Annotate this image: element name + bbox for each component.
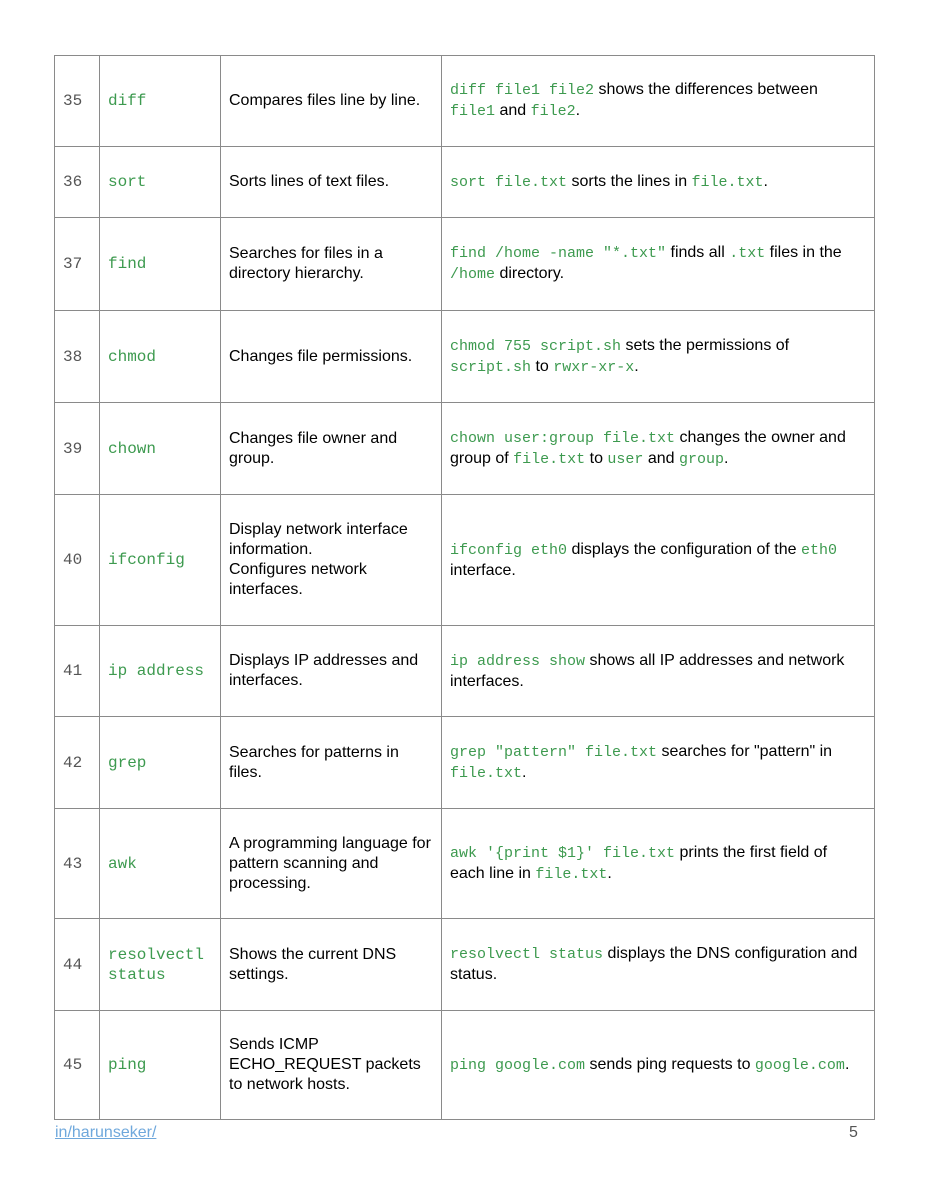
example-text: . bbox=[522, 763, 527, 781]
table-row bbox=[55, 919, 875, 1011]
command-description bbox=[221, 311, 442, 403]
command-description bbox=[221, 809, 442, 919]
example-code: diff file1 file2 bbox=[450, 82, 595, 99]
example-text: directory. bbox=[495, 265, 565, 282]
example-code: user bbox=[607, 450, 644, 468]
table-row bbox=[55, 717, 875, 809]
command-name bbox=[100, 1011, 221, 1120]
example-code: chmod 755 script.sh bbox=[450, 337, 622, 355]
example-text: sets the permissions of bbox=[621, 336, 790, 354]
table-row bbox=[55, 626, 875, 717]
table-row bbox=[55, 218, 875, 311]
command-name bbox=[100, 311, 221, 403]
command-description bbox=[221, 403, 442, 495]
command-name-line: ip address bbox=[108, 662, 205, 680]
command-example bbox=[442, 717, 875, 809]
example-code: .txt bbox=[729, 245, 766, 262]
example-text: displays the DNS configuration and status. bbox=[450, 945, 858, 983]
command-example bbox=[442, 626, 875, 717]
example-text: displays the configuration of the bbox=[567, 540, 801, 558]
example-code: resolvectl status bbox=[450, 946, 604, 963]
example-text: . bbox=[634, 357, 639, 375]
footer-profile-link[interactable]: in/harunseker/ bbox=[55, 1124, 157, 1141]
table-row bbox=[55, 809, 875, 919]
command-name bbox=[100, 403, 221, 495]
example-text: . bbox=[607, 864, 612, 882]
description-line: Searches for files in a directory hierarchy. bbox=[229, 245, 383, 282]
example-text: to bbox=[531, 357, 554, 375]
example-text: shows all IP addresses and network interfaces. bbox=[450, 651, 845, 690]
command-name bbox=[100, 717, 221, 809]
description-line: Changes file owner and group. bbox=[229, 429, 398, 467]
example-code: script.sh bbox=[450, 358, 532, 376]
row-number: 39 bbox=[55, 403, 100, 495]
command-description bbox=[221, 626, 442, 717]
command-name-line: diff bbox=[108, 92, 147, 110]
command-description bbox=[221, 56, 442, 147]
command-example bbox=[442, 218, 875, 311]
table-row bbox=[55, 1011, 875, 1120]
example-text: . bbox=[763, 172, 768, 190]
description-line: Display network interface information. bbox=[229, 521, 408, 558]
row-number: 45 bbox=[55, 1011, 100, 1120]
example-code: sort file.txt bbox=[450, 173, 568, 191]
example-code: ping google.com bbox=[450, 1056, 586, 1074]
example-code: chown user:group file.txt bbox=[450, 429, 676, 447]
example-code: file.txt bbox=[535, 865, 608, 883]
example-code: eth0 bbox=[800, 541, 837, 559]
example-text: sends ping requests to bbox=[585, 1055, 755, 1073]
example-text: prints the first field of each line in bbox=[450, 843, 828, 882]
command-name-line: sort bbox=[108, 173, 147, 191]
command-example bbox=[442, 311, 875, 403]
example-code: file1 bbox=[450, 103, 496, 120]
command-name bbox=[100, 495, 221, 626]
example-code: file.txt bbox=[691, 173, 764, 191]
description-line: A programming language for pattern scanning and processing. bbox=[229, 834, 431, 892]
example-text: and bbox=[643, 449, 680, 467]
description-line: Displays IP addresses and interfaces. bbox=[229, 652, 419, 689]
description-line: Configures network interfaces. bbox=[229, 561, 367, 598]
example-text: searches for "pattern" in bbox=[657, 742, 833, 760]
row-number: 36 bbox=[55, 147, 100, 218]
example-code: group bbox=[679, 450, 725, 468]
row-number: 41 bbox=[55, 626, 100, 717]
command-description bbox=[221, 1011, 442, 1120]
example-code: rwxr-xr-x bbox=[553, 358, 635, 376]
example-text: finds all bbox=[666, 244, 730, 261]
example-text: . bbox=[844, 1055, 850, 1073]
example-code: /home bbox=[450, 266, 496, 283]
example-code: grep "pattern" file.txt bbox=[450, 743, 658, 761]
example-text: and bbox=[495, 102, 531, 119]
command-name-line: find bbox=[108, 255, 147, 273]
description-line: Sends ICMP ECHO_REQUEST packets to network hosts. bbox=[229, 1036, 421, 1093]
command-name bbox=[100, 218, 221, 311]
command-description bbox=[221, 717, 442, 809]
example-code: ip address show bbox=[450, 652, 586, 670]
command-example bbox=[442, 56, 875, 147]
command-name-line: status bbox=[108, 965, 166, 984]
example-text: shows the differences between bbox=[594, 81, 818, 98]
table-row bbox=[55, 311, 875, 403]
description-line: Sorts lines of text files. bbox=[229, 173, 390, 190]
command-example bbox=[442, 809, 875, 919]
description-line: Changes file permissions. bbox=[229, 347, 413, 365]
example-text: . bbox=[575, 102, 581, 119]
example-code: file2 bbox=[530, 103, 576, 120]
commands-table bbox=[54, 55, 875, 1120]
command-description bbox=[221, 218, 442, 311]
page-number: 5 bbox=[849, 1124, 858, 1141]
command-name-line: resolvectl bbox=[108, 945, 205, 964]
table-row bbox=[55, 147, 875, 218]
command-name bbox=[100, 147, 221, 218]
commands-table-body bbox=[55, 56, 875, 1120]
command-name bbox=[100, 809, 221, 919]
command-name bbox=[100, 56, 221, 147]
command-description bbox=[221, 919, 442, 1011]
row-number: 38 bbox=[55, 311, 100, 403]
command-example bbox=[442, 495, 875, 626]
description-line: Searches for patterns in files. bbox=[229, 743, 399, 781]
command-name-line: awk bbox=[108, 854, 137, 873]
example-code: awk '{print $1}' file.txt bbox=[450, 844, 676, 862]
example-text: sorts the lines in bbox=[567, 172, 692, 190]
table-row bbox=[55, 403, 875, 495]
table-row bbox=[55, 495, 875, 626]
command-name-line: grep bbox=[108, 753, 147, 772]
example-code: find /home -name "*.txt" bbox=[450, 245, 667, 262]
description-line: Shows the current DNS settings. bbox=[229, 945, 397, 983]
description-line: Compares files line by line. bbox=[229, 92, 421, 109]
example-text: changes the owner and group of bbox=[450, 428, 846, 467]
command-name-line: chown bbox=[108, 439, 157, 458]
example-text: . bbox=[724, 449, 729, 467]
command-name bbox=[100, 919, 221, 1011]
command-name-line: chmod bbox=[108, 347, 157, 366]
row-number: 40 bbox=[55, 495, 100, 626]
example-code: ifconfig eth0 bbox=[450, 541, 568, 559]
command-name bbox=[100, 626, 221, 717]
command-example bbox=[442, 1011, 875, 1120]
example-code: google.com bbox=[754, 1056, 845, 1074]
row-number: 42 bbox=[55, 717, 100, 809]
row-number: 43 bbox=[55, 809, 100, 919]
example-code: file.txt bbox=[450, 764, 523, 782]
example-code: file.txt bbox=[513, 450, 586, 468]
row-number: 44 bbox=[55, 919, 100, 1011]
example-text: files in the bbox=[765, 244, 842, 261]
command-description bbox=[221, 147, 442, 218]
row-number: 35 bbox=[55, 56, 100, 147]
table-row bbox=[55, 56, 875, 147]
command-example bbox=[442, 403, 875, 495]
command-example bbox=[442, 147, 875, 218]
command-name-line: ifconfig bbox=[108, 551, 185, 569]
row-number: 37 bbox=[55, 218, 100, 311]
example-text: interface. bbox=[450, 561, 516, 579]
example-text: to bbox=[585, 449, 608, 467]
command-description bbox=[221, 495, 442, 626]
command-example bbox=[442, 919, 875, 1011]
command-name-line: ping bbox=[108, 1056, 147, 1074]
